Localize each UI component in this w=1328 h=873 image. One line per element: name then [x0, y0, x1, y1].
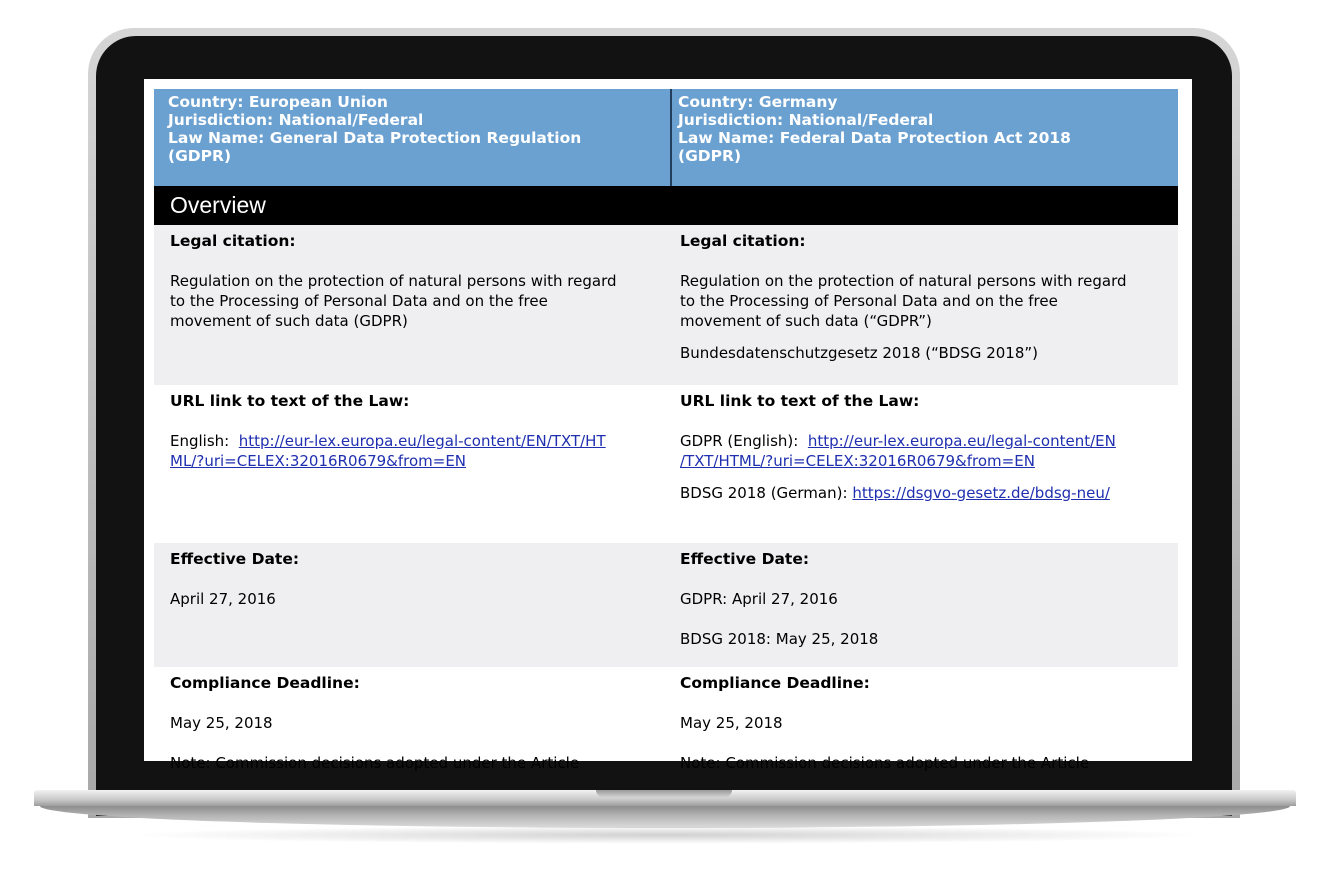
citation-text	[170, 271, 668, 331]
url-text	[170, 431, 668, 471]
header-jurisdiction: Jurisdiction: National/Federal	[678, 111, 934, 129]
row-label: Legal citation:	[680, 232, 806, 250]
cell-eu	[154, 385, 674, 543]
text-line	[170, 451, 668, 471]
compliance-note: Note: Commission decisions adopted under the Article	[680, 754, 1090, 772]
url-text	[680, 431, 1174, 471]
gdpr-link-cont[interactable]: /TXT/HTML/?uri=CELEX:32016R0679&from=EN	[680, 452, 1035, 470]
table-row-effective-date	[154, 543, 1178, 667]
gdpr-link-cont[interactable]: ML/?uri=CELEX:32016R0679&from=EN	[170, 452, 467, 470]
compliance-value: May 25, 2018	[170, 714, 273, 732]
bdsg-link[interactable]: https://dsgvo-gesetz.de/bdsg-neu/	[852, 484, 1110, 502]
text-line: to the Processing of Personal Data and on the free	[680, 292, 1058, 310]
laptop-screen	[144, 79, 1192, 772]
row-label: Compliance Deadline:	[680, 674, 870, 692]
cell-germany	[674, 667, 1178, 787]
row-label: Effective Date:	[170, 550, 300, 568]
cell-germany	[674, 225, 1178, 385]
row-label: URL link to text of the Law:	[170, 392, 410, 410]
citation-text	[680, 271, 1174, 331]
citation-bdsg: Bundesdatenschutzgesetz 2018 (“BDSG 2018”)	[680, 344, 1039, 362]
table-row-url-link	[154, 385, 1178, 543]
table-row-legal-citation	[154, 225, 1178, 385]
cell-eu	[154, 543, 674, 667]
gdpr-link[interactable]: http://eur-lex.europa.eu/legal-content/EN	[807, 432, 1116, 450]
url-prefix: BDSG 2018 (German):	[680, 484, 848, 502]
row-label: URL link to text of the Law:	[680, 392, 920, 410]
effective-date-gdpr: GDPR: April 27, 2016	[680, 590, 838, 608]
header-law-name-cont: (GDPR)	[678, 147, 742, 165]
effective-date-bdsg: BDSG 2018: May 25, 2018	[680, 630, 879, 648]
cell-germany	[674, 543, 1178, 667]
comparison-table	[154, 89, 1178, 787]
section-title-overview: Overview	[154, 186, 1178, 225]
text-line	[170, 431, 668, 451]
table-row-compliance-deadline	[154, 667, 1178, 787]
compliance-note: Note: Commission decisions adopted under the Article	[170, 754, 580, 772]
text-line: movement of such data (GDPR)	[170, 312, 408, 330]
text-line	[680, 451, 1174, 471]
bdsg-url-line	[680, 483, 1174, 503]
row-label: Compliance Deadline:	[170, 674, 360, 692]
header-cell-germany	[672, 89, 1178, 186]
header-law-name: Law Name: Federal Data Protection Act 2018	[678, 129, 1071, 147]
text-line: movement of such data (“GDPR”)	[680, 312, 932, 330]
cell-germany	[674, 385, 1178, 543]
header-jurisdiction: Jurisdiction: National/Federal	[168, 111, 424, 129]
text-line: Regulation on the protection of natural persons with regard	[680, 272, 1127, 290]
laptop-notch	[596, 790, 732, 797]
url-prefix: GDPR (English):	[680, 432, 799, 450]
laptop-base-edge	[40, 806, 1290, 828]
effective-date-value: April 27, 2016	[170, 590, 276, 608]
header-country: Country: Germany	[678, 93, 838, 111]
cell-eu	[154, 225, 674, 385]
table-header	[154, 89, 1178, 186]
header-law-name: Law Name: General Data Protection Regulation	[168, 129, 582, 147]
cell-eu	[154, 667, 674, 787]
text-line	[680, 431, 1174, 451]
url-prefix: English:	[170, 432, 230, 450]
gdpr-link[interactable]: http://eur-lex.europa.eu/legal-content/EN/TXT/HT	[238, 432, 606, 450]
header-country: Country: European Union	[168, 93, 388, 111]
header-cell-eu	[154, 89, 672, 186]
row-label: Effective Date:	[680, 550, 810, 568]
compliance-value: May 25, 2018	[680, 714, 783, 732]
header-law-name-cont: (GDPR)	[168, 147, 232, 165]
text-line: Regulation on the protection of natural persons with regard	[170, 272, 617, 290]
text-line: to the Processing of Personal Data and on the free	[170, 292, 548, 310]
laptop-shadow	[120, 826, 1210, 844]
row-label: Legal citation:	[170, 232, 296, 250]
